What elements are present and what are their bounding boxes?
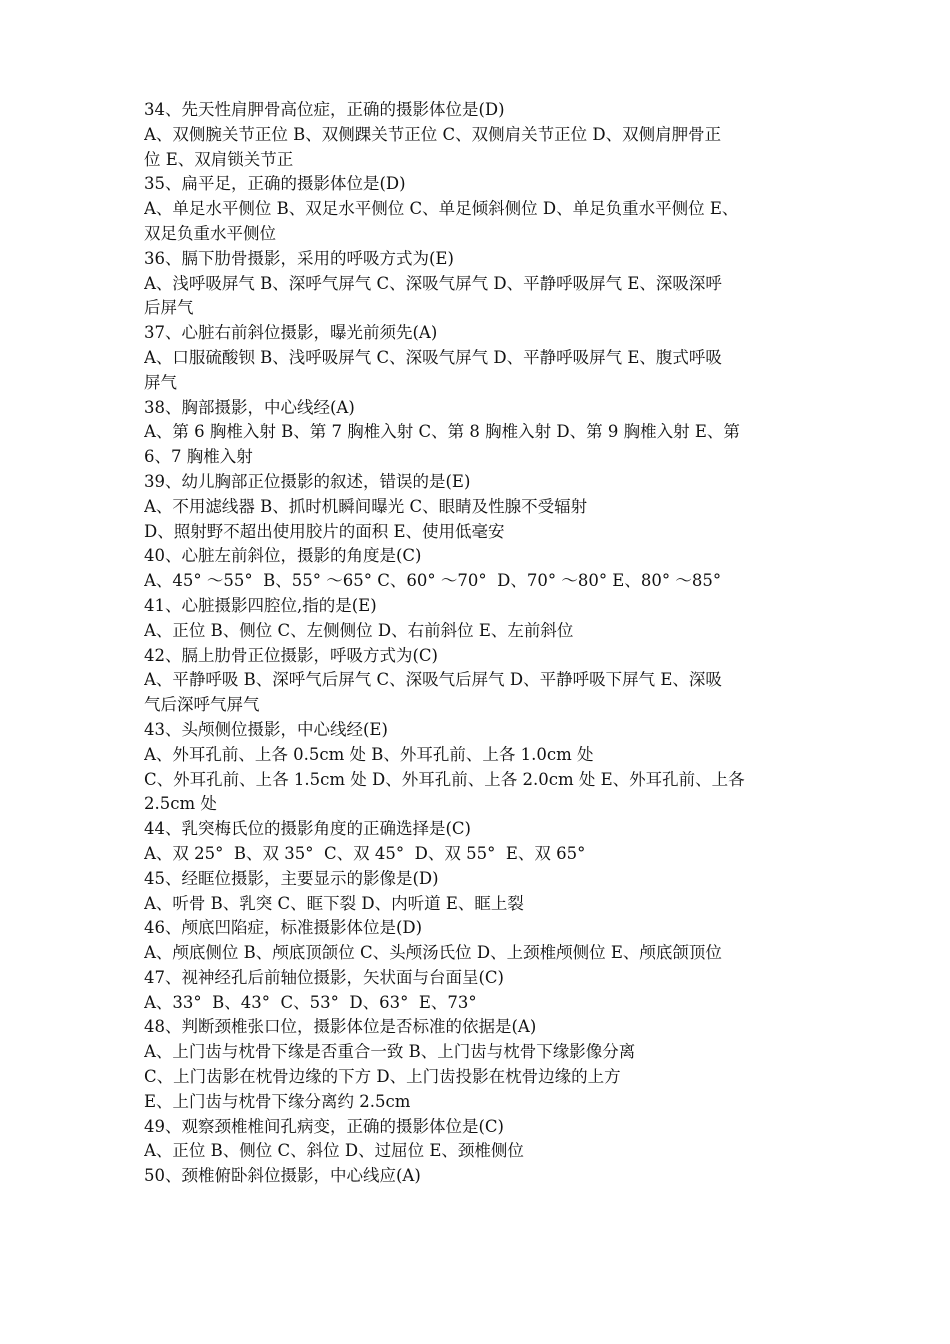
- question-43: 43、头颅侧位摄影，中心线经(E): [144, 719, 388, 739]
- question-47: 47、视神经孔后前轴位摄影，矢状面与台面呈(C): [144, 967, 504, 987]
- question-44: 44、乳突梅氏位的摄影角度的正确选择是(C): [144, 819, 471, 839]
- question-48-options-cont: C、上门齿影在枕骨边缘的下方 D、上门齿投影在枕骨边缘的上方: [144, 1067, 621, 1087]
- question-34: 34、先天性肩胛骨高位症，正确的摄影体位是(D): [144, 100, 505, 119]
- question-38-options: A、第 6 胸椎入射 B、第 7 胸椎入射 C、第 8 胸椎入射 D、第 9 胸椎入射 E、第: [144, 422, 740, 442]
- question-46-options: A、颅底侧位 B、颅底顶颌位 C、头颅汤氏位 D、上颈椎颅侧位 E、颅底颌顶位: [144, 943, 722, 963]
- question-43-options-cont-2: 2.5cm 处: [144, 794, 217, 814]
- question-35-options: A、单足水平侧位 B、双足水平侧位 C、单足倾斜侧位 D、单足负重水平侧位 E、: [144, 199, 739, 219]
- question-40-options: A、45° ～55° B、55° ～65° C、60° ～70° D、70° ～80° E、80° ～85°: [144, 571, 722, 591]
- question-43-options: A、外耳孔前、上各 0.5cm 处 B、外耳孔前、上各 1.0cm 处: [144, 744, 594, 764]
- question-39-options: A、不用滤线器 B、抓时机瞬间曝光 C、眼睛及性腺不受辐射: [144, 496, 588, 516]
- question-43-options-cont: C、外耳孔前、上各 1.5cm 处 D、外耳孔前、上各 2.0cm 处 E、外耳孔前、上各: [144, 769, 745, 789]
- question-38: 38、胸部摄影，中心线经(A): [144, 397, 355, 417]
- question-39-options-cont: D、照射野不超出使用胶片的面积 E、使用低毫安: [144, 521, 505, 541]
- question-36: 36、膈下肋骨摄影，采用的呼吸方式为(E): [144, 248, 454, 268]
- question-45: 45、经眶位摄影，主要显示的影像是(D): [144, 868, 439, 888]
- question-36-options: A、浅呼吸屏气 B、深呼气屏气 C、深吸气屏气 D、平静呼吸屏气 E、深吸深呼: [144, 273, 722, 293]
- question-41-options: A、正位 B、侧位 C、左侧侧位 D、右前斜位 E、左前斜位: [144, 620, 574, 640]
- question-37-options: A、口服硫酸钡 B、浅呼吸屏气 C、深吸气屏气 D、平静呼吸屏气 E、腹式呼吸: [144, 347, 722, 367]
- question-40: 40、心脏左前斜位，摄影的角度是(C): [144, 546, 422, 566]
- question-48: 48、判断颈椎张口位，摄影体位是否标准的依据是(A): [144, 1017, 537, 1037]
- question-44-options: A、双 25° B、双 35° C、双 45° D、双 55° E、双 65°: [144, 843, 586, 863]
- document-page: [144, 98, 812, 1189]
- question-48-options-cont-2: E、上门齿与枕骨下缘分离约 2.5cm: [144, 1091, 411, 1111]
- question-42-options-cont: 气后深呼气屏气: [144, 695, 260, 715]
- question-45-options: A、听骨 B、乳突 C、眶下裂 D、内听道 E、眶上裂: [144, 893, 524, 913]
- question-42: 42、膈上肋骨正位摄影，呼吸方式为(C): [144, 645, 438, 665]
- question-46: 46、颅底凹陷症，标准摄影体位是(D): [144, 918, 423, 938]
- question-41: 41、心脏摄影四腔位,指的是(E): [144, 595, 377, 615]
- question-37-options-cont: 屏气: [144, 372, 177, 392]
- question-38-options-cont: 6、7 胸椎入射: [144, 447, 253, 467]
- question-49: 49、观察颈椎椎间孔病变，正确的摄影体位是(C): [144, 1116, 504, 1136]
- question-35-options-cont: 双足负重水平侧位: [144, 223, 276, 243]
- question-48-options: A、上门齿与枕骨下缘是否重合一致 B、上门齿与枕骨下缘影像分离: [144, 1042, 636, 1062]
- question-36-options-cont: 后屏气: [144, 298, 194, 318]
- question-39: 39、幼儿胸部正位摄影的叙述，错误的是(E): [144, 471, 471, 491]
- question-34-options-cont: 位 E、双肩锁关节正: [144, 149, 294, 169]
- question-37: 37、心脏右前斜位摄影，曝光前须先(A): [144, 323, 438, 343]
- question-35: 35、扁平足，正确的摄影体位是(D): [144, 174, 406, 194]
- question-50: 50、颈椎俯卧斜位摄影，中心线应(A): [144, 1166, 421, 1186]
- question-47-options: A、33° B、43° C、53° D、63° E、73°: [144, 992, 477, 1012]
- question-49-options: A、正位 B、侧位 C、斜位 D、过屈位 E、颈椎侧位: [144, 1141, 524, 1161]
- question-42-options: A、平静呼吸 B、深呼气后屏气 C、深吸气后屏气 D、平静呼吸下屏气 E、深吸: [144, 670, 722, 690]
- question-34-options: A、双侧腕关节正位 B、双侧踝关节正位 C、双侧肩关节正位 D、双侧肩胛骨正: [144, 124, 722, 144]
